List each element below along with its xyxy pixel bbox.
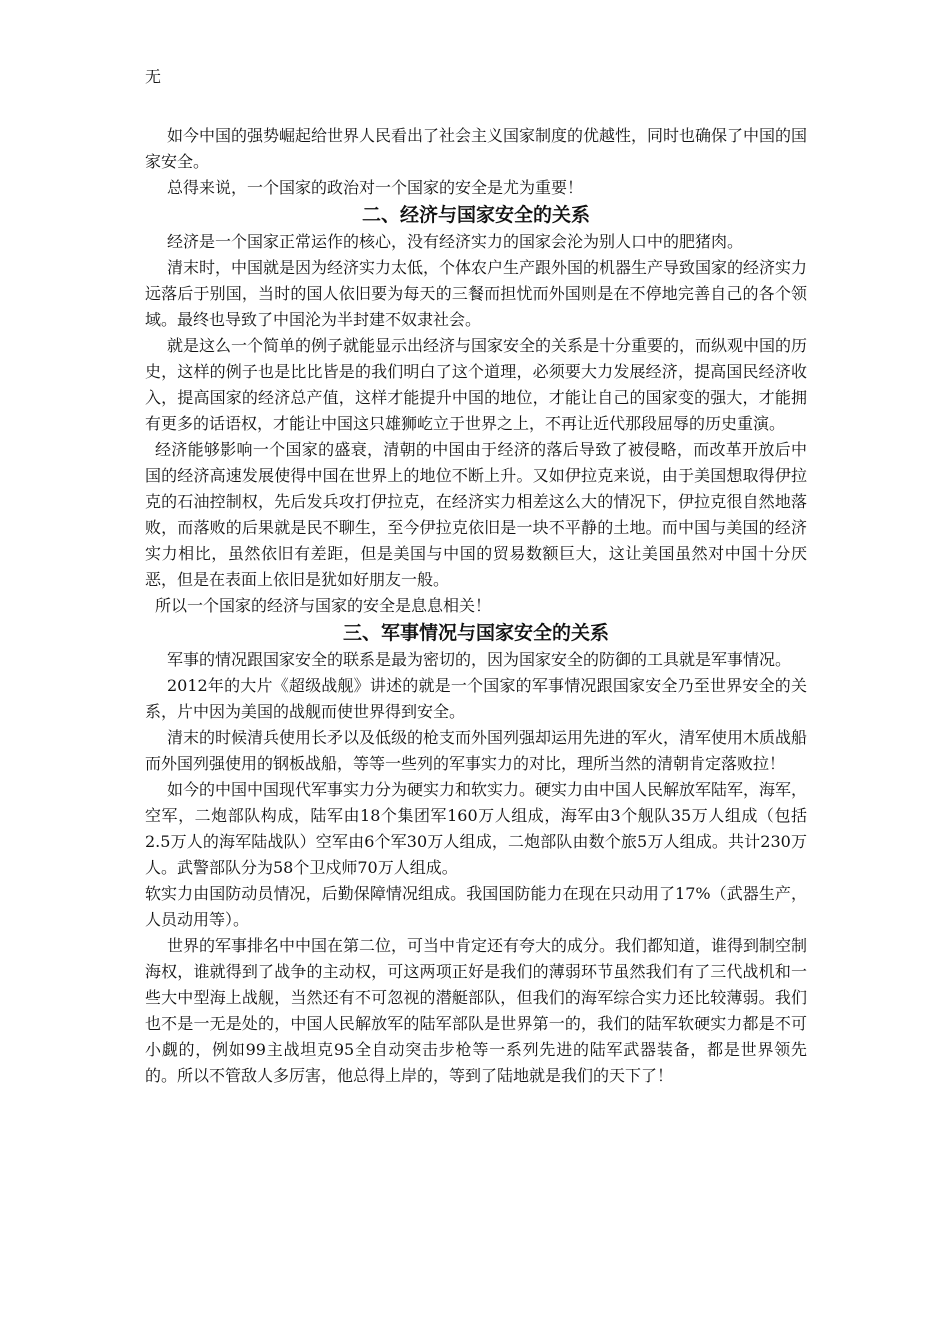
military-paragraph-5: 软实力由国防动员情况，后勤保障情况组成。我国国防能力在现在只动用了17%（武器生产，人员动用等）。 [145,884,807,929]
page-header: 无 [145,67,162,86]
military-paragraph-2: 2012年的大片《超级战舰》讲述的就是一个国家的军事情况跟国家安全乃至世界安全的关系，片中因为美国的战舰而使世界得到安全。 [145,676,807,721]
military-paragraph-3: 清末的时候清兵使用长矛以及低级的枪支而外国列强却运用先进的军火，清军使用木质战船而外国列强使用的钢板战船，等等一些列的军事实力的对比，理所当然的清朝肯定落败拉！ [145,728,808,773]
economy-paragraph-1: 经济是一个国家正常运作的核心，没有经济实力的国家会沦为别人口中的肥猪肉。 [167,232,744,251]
military-paragraph-6: 世界的军事排名中中国在第二位，可当中肯定还有夸大的成分。我们都知道，谁得到制空制海权，谁就得到了战争的主动权，可这两项正好是我们的薄弱环节虽然我们有了三代战机和一些大中型海上战舰，当然还有不可忽视的潜艇部队，但我们的海军综合实力还比较薄弱。我们也不是一无是处的，中国人民解放军的陆军部队是世界第一的，我们的陆军软硬实力都是不可小觑的，例如99主战坦克95全自动突击步枪等一系列先进的陆军武器装备，都是世界领先的。所以不管敌人多厉害，他总得上岸的，等到了陆地就是我们的天下了！ [145,936,808,1085]
section-heading-economy: 二、经济与国家安全的关系 [361,204,590,226]
military-paragraph-4: 如今的中国中国现代军事实力分为硬实力和软实力。硬实力由中国人民解放军陆军，海军，空军，二炮部队构成，陆军由18个集团军160万人组成，海军由3个舰队35万人组成（包括2.5万人的海军陆战队）空军由6个军30万人组成，二炮部队由数个旅5万人组成。共计230万人。武警部队分为58个卫戍师70万人组成。 [145,780,808,877]
intro-paragraph-1: 如今中国的强势崛起给世界人民看出了社会主义国家制度的优越性，同时也确保了中国的国家安全。 [145,126,808,171]
military-paragraph-1: 军事的情况跟国家安全的联系是最为密切的，因为国家安全的防御的工具就是军事情况。 [167,650,792,669]
economy-paragraph-3: 就是这么一个简单的例子就能显示出经济与国家安全的关系是十分重要的，而纵观中国的历史，这样的例子也是比比皆是的我们明白了这个道理，必须要大力发展经济，提高国民经济收入，提高国家的经济总产值，这样才能提升中国的地位，才能让自己的国家变的强大，才能拥有更多的话语权，才能让中国这只雄狮屹立于世界之上，不再让近代那段屈辱的历史重演。 [145,336,808,433]
economy-paragraph-2: 清末时，中国就是因为经济实力太低，个体农户生产跟外国的机器生产导致国家的经济实力远落后于别国，当时的国人依旧要为每天的三餐而担忧而外国则是在不停地完善自己的各个领域。最终也导致了中国沦为半封建不奴隶社会。 [145,258,808,329]
section-heading-military: 三、军事情况与国家安全的关系 [342,622,609,644]
economy-paragraph-4: 经济能够影响一个国家的盛衰，清朝的中国由于经济的落后导致了被侵略，而改革开放后中国的经济高速发展使得中国在世界上的地位不断上升。又如伊拉克来说，由于美国想取得伊拉克的石油控制权，先后发兵攻打伊拉克，在经济实力相差这么大的情况下，伊拉克很自然地落败，而落败的后果就是民不聊生，至今伊拉克依旧是一块不平静的土地。而中国与美国的经济实力相比，虽然依旧有差距，但是美国与中国的贸易数额巨大，这让美国虽然对中国十分厌恶，但是在表面上依旧是犹如好朋友一般。 [145,440,807,589]
intro-paragraph-2: 总得来说，一个国家的政治对一个国家的安全是尤为重要！ [167,178,584,197]
document-body [145,123,807,1089]
economy-paragraph-5: 所以一个国家的经济与国家的安全是息息相关！ [155,596,492,615]
